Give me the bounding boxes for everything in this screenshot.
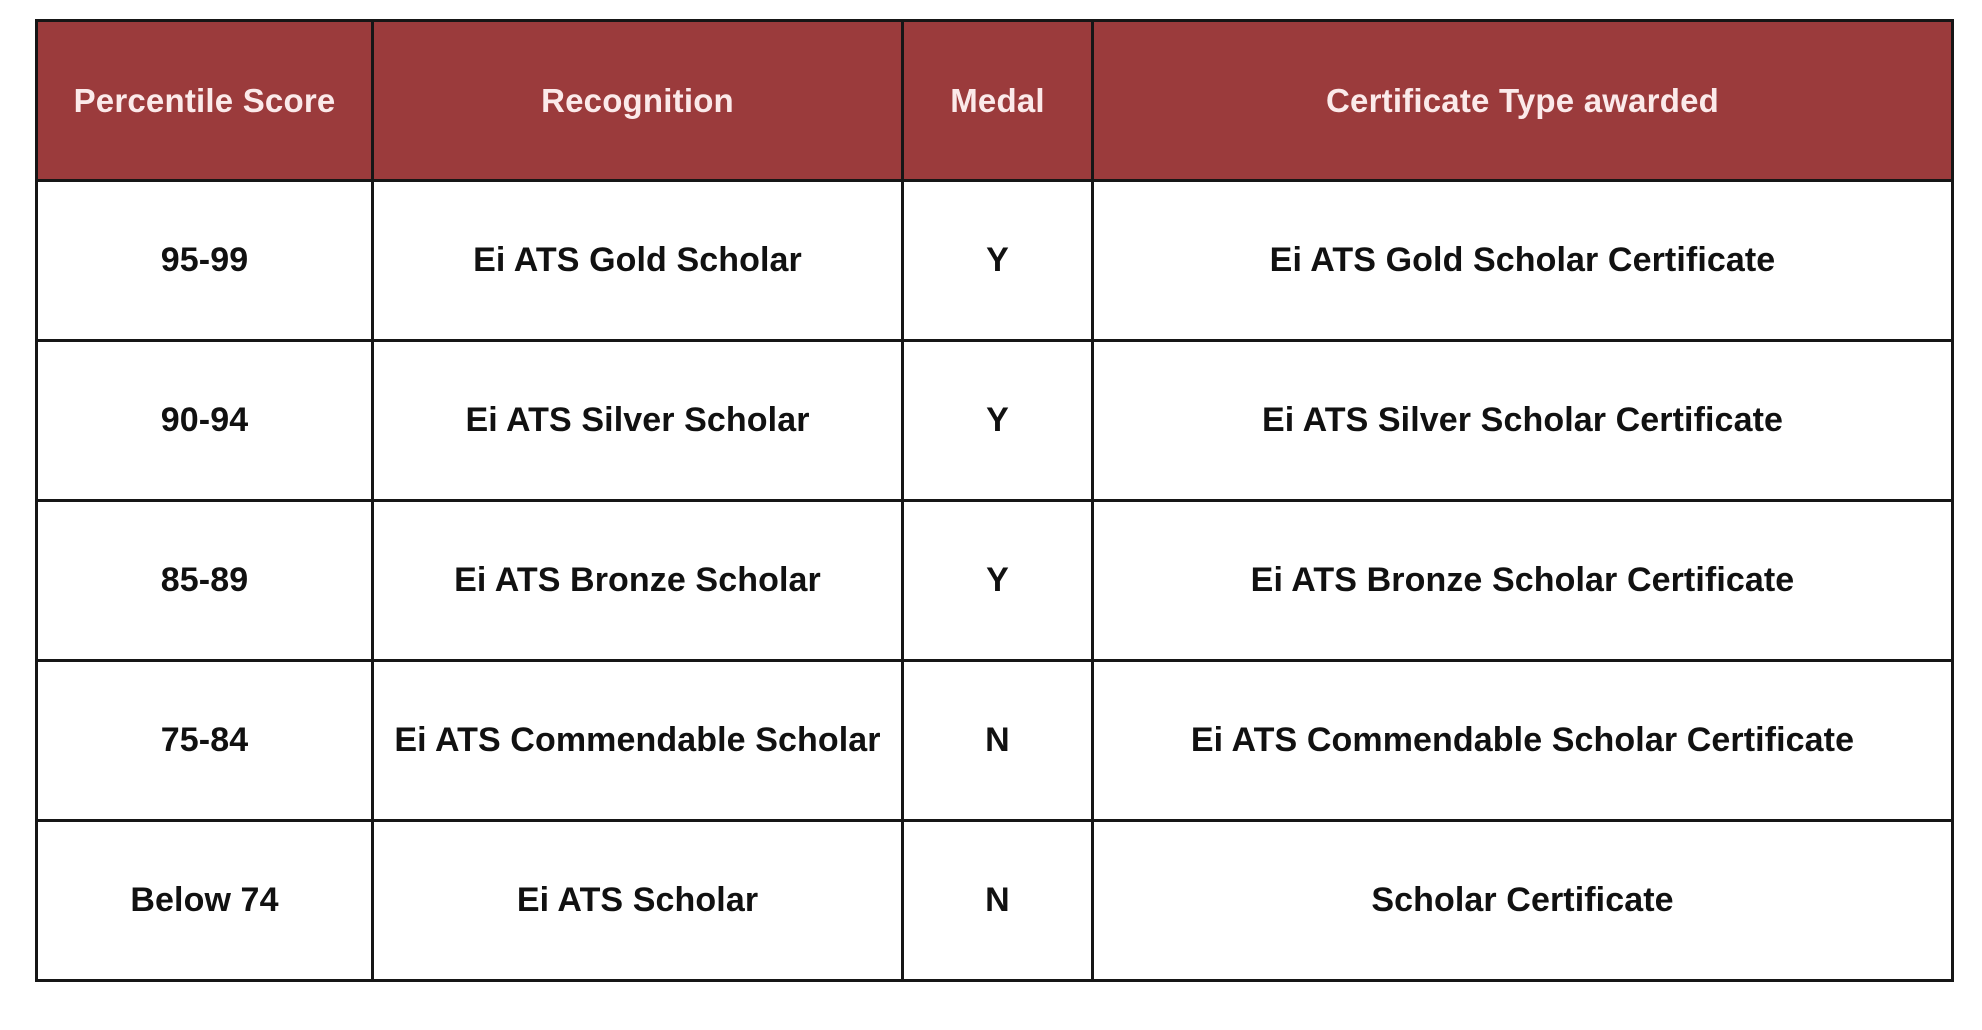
table-row (37, 821, 1953, 981)
cell-certificate-type: Ei ATS Bronze Scholar Certificate (1093, 501, 1953, 661)
table-row (37, 341, 1953, 501)
cell-percentile-score: 95-99 (37, 181, 373, 341)
cell-certificate-type: Ei ATS Gold Scholar Certificate (1093, 181, 1953, 341)
cell-medal: Y (903, 341, 1093, 501)
cell-medal: N (903, 661, 1093, 821)
cell-recognition: Ei ATS Gold Scholar (373, 181, 903, 341)
table-body (37, 181, 1953, 981)
table-row (37, 501, 1953, 661)
cell-percentile-score: 85-89 (37, 501, 373, 661)
cell-certificate-type: Ei ATS Commendable Scholar Certificate (1093, 661, 1953, 821)
cell-percentile-score: 90-94 (37, 341, 373, 501)
column-header-certificate-type: Certificate Type awarded (1093, 21, 1953, 181)
table-header (37, 21, 1953, 181)
table-row (37, 181, 1953, 341)
cell-certificate-type: Ei ATS Silver Scholar Certificate (1093, 341, 1953, 501)
column-header-percentile-score: Percentile Score (37, 21, 373, 181)
header-row (37, 21, 1953, 181)
awards-table (35, 19, 1954, 982)
column-header-recognition: Recognition (373, 21, 903, 181)
cell-percentile-score: Below 74 (37, 821, 373, 981)
cell-percentile-score: 75-84 (37, 661, 373, 821)
cell-recognition: Ei ATS Silver Scholar (373, 341, 903, 501)
awards-table-container (35, 19, 1954, 982)
column-header-medal: Medal (903, 21, 1093, 181)
cell-recognition: Ei ATS Bronze Scholar (373, 501, 903, 661)
cell-medal: Y (903, 501, 1093, 661)
table-row (37, 661, 1953, 821)
cell-certificate-type: Scholar Certificate (1093, 821, 1953, 981)
cell-recognition: Ei ATS Commendable Scholar (373, 661, 903, 821)
cell-recognition: Ei ATS Scholar (373, 821, 903, 981)
cell-medal: N (903, 821, 1093, 981)
cell-medal: Y (903, 181, 1093, 341)
